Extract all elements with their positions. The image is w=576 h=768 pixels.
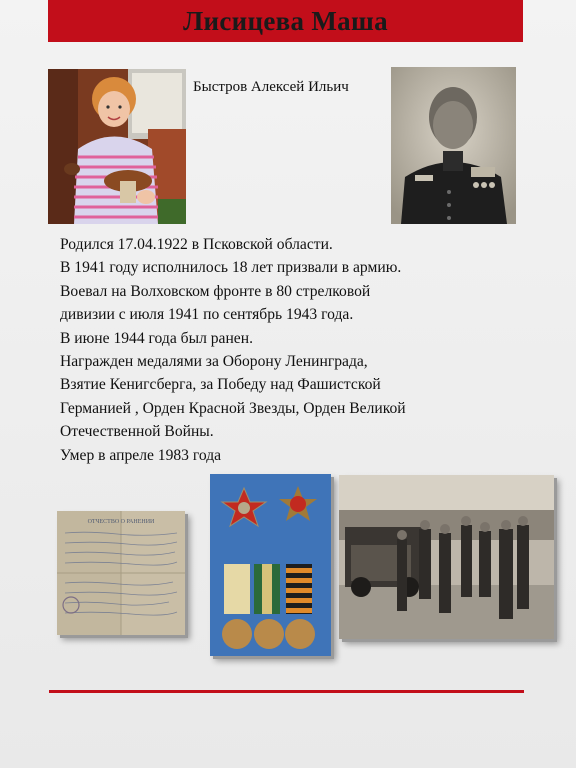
bottom-divider <box>49 690 524 693</box>
medals-photo <box>210 474 331 656</box>
veteran-portrait <box>391 67 516 224</box>
bio-line: Германией , Орден Красной Звезды, Орден Великой <box>60 399 406 417</box>
bio-line: Взятие Кенигсберга, за Победу над Фашистской <box>60 376 381 394</box>
veteran-portrait-image <box>391 67 516 224</box>
notice-heading-text: ОТЧЕСТВО О РАНЕНИИ <box>87 519 155 525</box>
wartime-group-photo <box>339 475 554 639</box>
biography <box>60 233 560 467</box>
bio-line: Отечественной Войны. <box>60 423 214 441</box>
girl-photo <box>48 69 186 224</box>
wound-notice-document <box>57 511 185 635</box>
bio-line: В июне 1944 года был ранен. <box>60 329 253 347</box>
medals-image <box>210 474 331 656</box>
bio-line: В 1941 году исполнилось 18 лет призвали в армию. <box>60 259 402 277</box>
bio-line: Родился 17.04.1922 в Псковской области. <box>60 236 333 253</box>
title-banner <box>48 0 523 42</box>
bio-line: Умер в апреле 1983 года <box>60 446 222 464</box>
subject-name: Быстров Алексей Ильич <box>193 79 349 95</box>
bio-line: дивизии с июля 1941 по сентябрь 1943 года. <box>60 306 354 324</box>
bio-line: Награжден медалями за Оборону Ленинграда, <box>60 353 368 371</box>
bio-line: Воевал на Волховском фронте в 80 стрелковой <box>60 282 371 300</box>
wound-notice-image <box>57 511 185 635</box>
wartime-group-image <box>339 475 554 639</box>
girl-with-mushroom-image <box>48 69 186 224</box>
page-title: Лисицева Маша <box>183 5 388 36</box>
